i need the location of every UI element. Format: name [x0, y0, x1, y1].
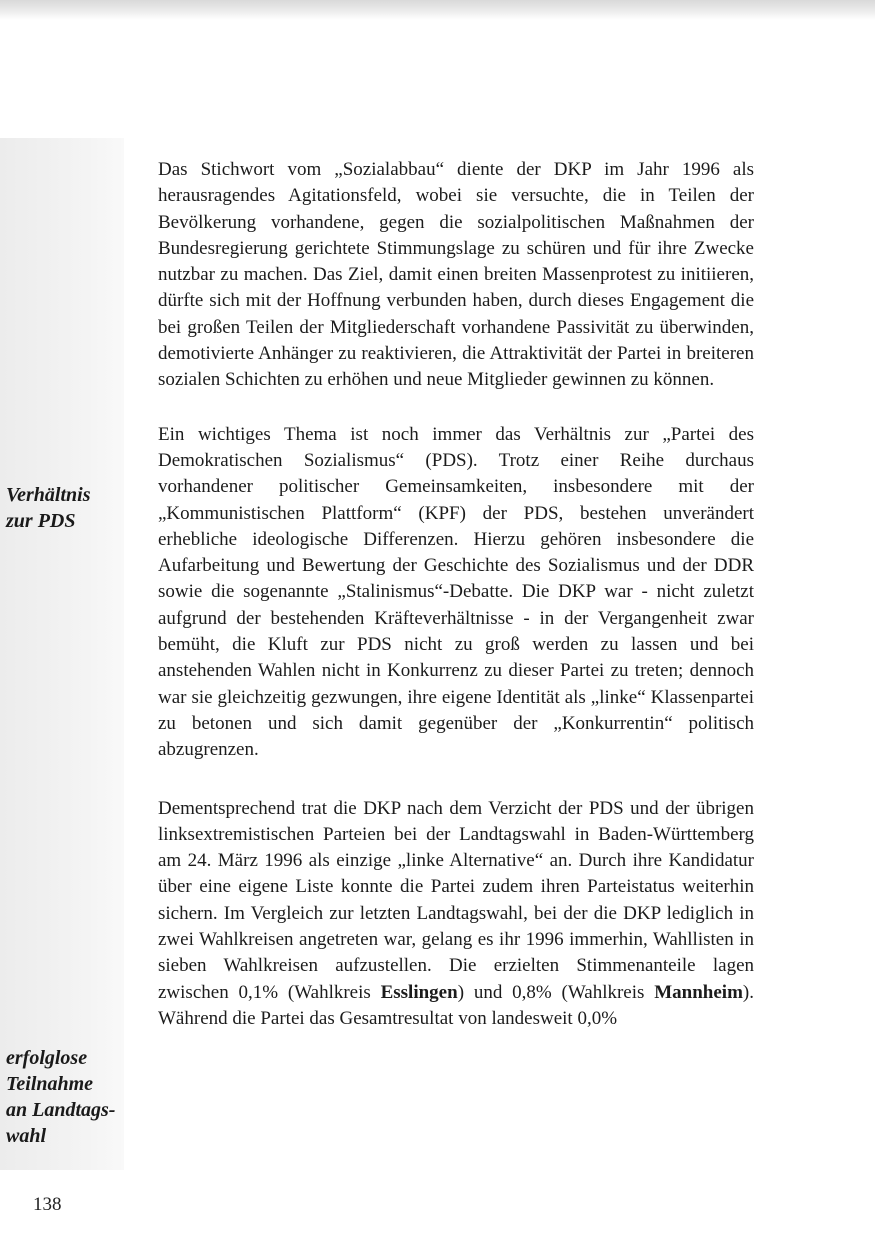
margin-note-pds: Verhältnis zur PDS	[6, 484, 91, 532]
paragraph-sozialabbau: Das Stichwort vom „Sozialabbau“ diente der DKP im Jahr 1996 als herausragendes Agitationsfeld, wobei sie versuchte, die in Teilen der Bevölkerung vorhandene, gegen die sozialpolitischen Maßnahmen der Bundesregierung gerichtete Stimmungslage zu schüren und für ihre Zwecke nutzbar zu machen. Das Ziel, damit einen breiten Massenprotest zu initiieren, dürfte sich mit der Hoffnung verbunden haben, durch dieses Engagement die bei großen Teilen der Mitgliederschaft vorhandene Passivität zu überwinden, demotivierte Anhänger zu reaktivieren, die Attraktivität der Partei in breiteren sozialen Schichten zu erhöhen und neue Mitglieder gewinnen zu können.	[158, 159, 754, 391]
margin-column	[0, 138, 124, 1170]
scan-shadow-top	[0, 0, 875, 20]
page-number: 138	[33, 1194, 62, 1215]
margin-note-landtagswahl: erfolglose Teilnahme an Landtags- wahl	[6, 1047, 116, 1147]
bold-mannheim: Mannheim	[654, 981, 743, 1003]
paragraph-text-middle: ) und 0,8% (Wahlkreis	[457, 981, 655, 1003]
paragraph-landtagswahl	[158, 796, 754, 1033]
paragraph-text-end: ). Während die Partei das Gesamtresultat von landesweit 0,0%	[158, 981, 754, 1029]
paragraph-verhaeltnis-pds: Ein wichtiges Thema ist noch immer das Verhältnis zur „Partei des Demokratischen Sozialismus“ (PDS). Trotz einer Reihe durchaus vorhandener politischer Gemeinsamkeiten, insbesondere mit der „Kommunistischen Plattform“ (KPF) der PDS, bestehen unverändert erhebliche ideologische Differenzen. Hierzu gehören insbesondere die Aufarbeitung und Bewertung der Geschichte des Sozialismus und der DDR sowie die sogenannte „Stalinismus“-Debatte. Die DKP war - nicht zuletzt aufgrund der bestehenden Kräfteverhältnisse - in der Vergangenheit zwar bemüht, die Kluft zur PDS nicht zu groß werden zu lassen und bei anstehenden Wahlen nicht in Konkurrenz zu dieser Partei zu treten; dennoch war sie gleichzeitig gezwungen, ihre eigene Identität als „linke“ Klassenpartei zu betonen und sich damit gegenüber der „Konkurrentin“ politisch abzugrenzen.	[158, 423, 754, 761]
body-text	[158, 157, 754, 1032]
paragraph-text-start: Dementsprechend trat die DKP nach dem Verzicht der PDS und der übrigen linksextremistischen Parteien bei der Landtagswahl in Baden-Württemberg am 24. März 1996 als einzige „linke Alternative“ an. Durch ihre Kandidatur über eine eigene Liste konnte die Partei zudem ihren Parteistatus weiterhin sichern. Im Vergleich zur letzten Landtagswahl, bei der die DKP lediglich in zwei Wahlkreisen angetreten war, gelang es ihr 1996 immerhin, Wahllisten in sieben Wahlkreisen aufzustellen. Die erzielten Stimmenanteile lagen zwischen 0,1% (Wahlkreis	[158, 797, 754, 1003]
bold-esslingen: Esslingen	[380, 981, 458, 1003]
